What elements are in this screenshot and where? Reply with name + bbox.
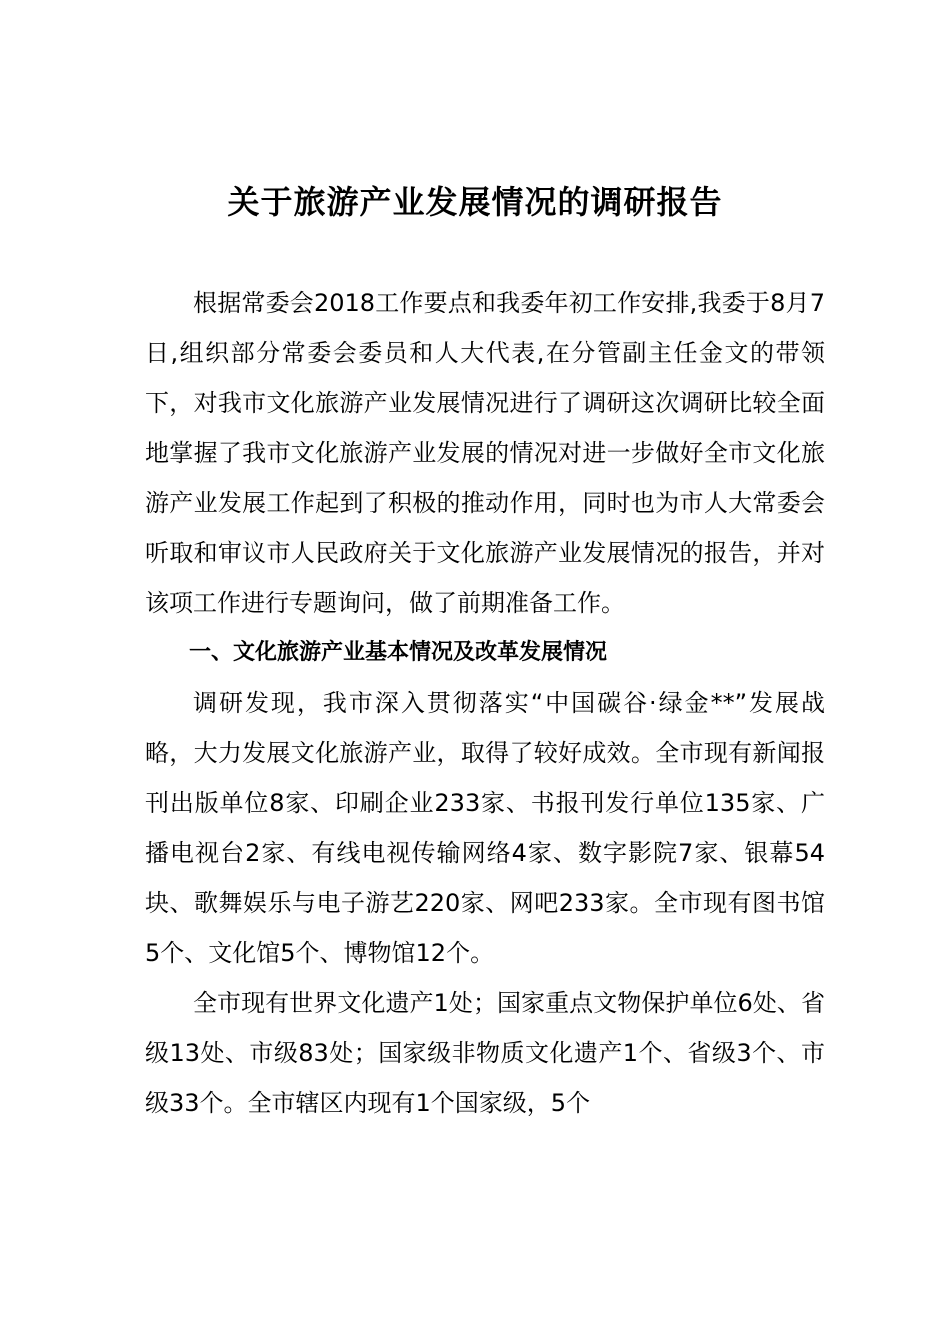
paragraph-intro: 根据常委会2018工作要点和我委年初工作安排,我委于8月7日,组织部分常委会委员和人大代表,在分管副主任金文的带领下，对我市文化旅游产业发展情况进行了调研这次调研比较全面地掌握了我市文化旅游产业发展的情况对进一步做好全市文化旅游产业发展工作起到了积极的推动作用，同时也为市人大常委会听取和审议市人民政府关于文化旅游产业发展情况的报告，并对该项工作进行专题询问，做了前期准备工作。 xyxy=(145,289,825,617)
section-heading-1: 一、文化旅游产业基本情况及改革发展情况 xyxy=(189,640,608,665)
paragraph-heritage: 全市现有世界文化遗产1处；国家重点文物保护单位6处、省级13处、市级83处；国家级非物质文化遗产1个、省级3个、市级33个。全市辖区内现有1个国家级，5个 xyxy=(145,989,825,1117)
document-body xyxy=(145,278,825,1128)
document-title: 关于旅游产业发展情况的调研报告 xyxy=(227,183,723,221)
paragraph-findings: 调研发现，我市深入贯彻落实“中国碳谷·绿金**”发展战略，大力发展文化旅游产业，取得了较好成效。全市现有新闻报刊出版单位8家、印刷企业233家、书报刊发行单位135家、广播电视台2家、有线电视传输网络4家、数字影院7家、银幕54块、歌舞娱乐与电子游艺220家、网吧233家。全市现有图书馆5个、文化馆5个、博物馆12个。 xyxy=(145,689,825,967)
